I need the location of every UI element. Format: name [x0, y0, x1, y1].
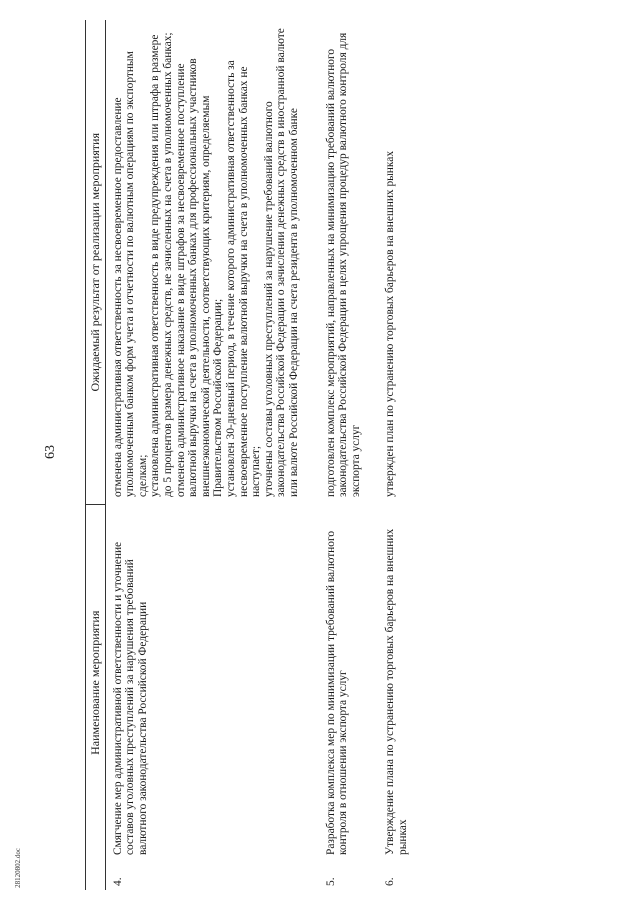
measure-name: Смягчение мер административной ответственности и уточнение составов уголовных преступлений за нарушения требований валютного законодательства Российской Федерации	[111, 541, 149, 855]
row-number: 5.	[324, 877, 337, 886]
measure-name: Утверждение плана по устранению торговых барьеров на внешних рынках	[384, 528, 409, 855]
header-expected-result: Ожидаемый результат от реализации мероприятия	[86, 20, 106, 505]
expected-result	[382, 20, 411, 505]
table-header	[86, 20, 106, 890]
table-header-row	[86, 20, 106, 890]
result-item: установлена административная ответственность в виде предупреждения или штрафа в размере до 5 процентов размера денежных средств, не зачисленных на счета в уполномоченных банках;	[149, 32, 174, 497]
table-row	[105, 20, 322, 890]
result-item: установлен 30-дневный период, в течение которого административная ответственность за несвоевременное поступление валютной выручки на счета в уполномоченных банках не наступает;	[224, 60, 263, 497]
result-item: уточнены составы уголовных преступлений за нарушение требований валютного законодательства Российской Федерации о зачислении денежных средств в иностранной валюте или валюте Российской Федерации на счета резидента в уполномоченном банке	[262, 28, 300, 497]
header-number	[86, 860, 106, 890]
page-number: 63	[43, 445, 58, 459]
measure-name: Разработка комплекса мер по минимизации требований валютного контроля в отношении экспорта услуг	[324, 530, 350, 855]
table-body	[105, 20, 411, 890]
document-filename: 28120802.doc	[14, 848, 22, 888]
result-item: отменено административное наказание в виде штрафов за несвоевременное поступление валютной выручки на счета в уполномоченных банках для профессиональных участников внешнеэкономической деятельности, соответствующих критериям, определяемым Правительством Российской Федерации;	[174, 58, 225, 497]
measures-table	[85, 20, 411, 890]
row-number: 4.	[111, 877, 124, 886]
rotated-table-container	[85, 20, 620, 890]
document-table-frame	[85, 20, 620, 890]
result-item: подготовлен комплекс мероприятий, направленных на минимизацию требований валютного законодательства Российской Федерации в целях упрощения процедур валютного контроля для экспорта услуг	[324, 32, 362, 497]
result-item: отменена административная ответственность за несвоевременное предоставление уполномоченным банком форм учета и отчетности по валютным операциям по экспортным сделкам;	[111, 51, 149, 497]
expected-result	[105, 20, 322, 505]
header-measure-name: Наименование мероприятия	[86, 505, 106, 860]
result-item: утвержден план по устранению торговых барьеров на внешних рынках	[384, 150, 397, 497]
table-row	[323, 20, 383, 890]
expected-result	[323, 20, 383, 505]
row-number: 6.	[384, 877, 397, 886]
table-row	[382, 20, 411, 890]
